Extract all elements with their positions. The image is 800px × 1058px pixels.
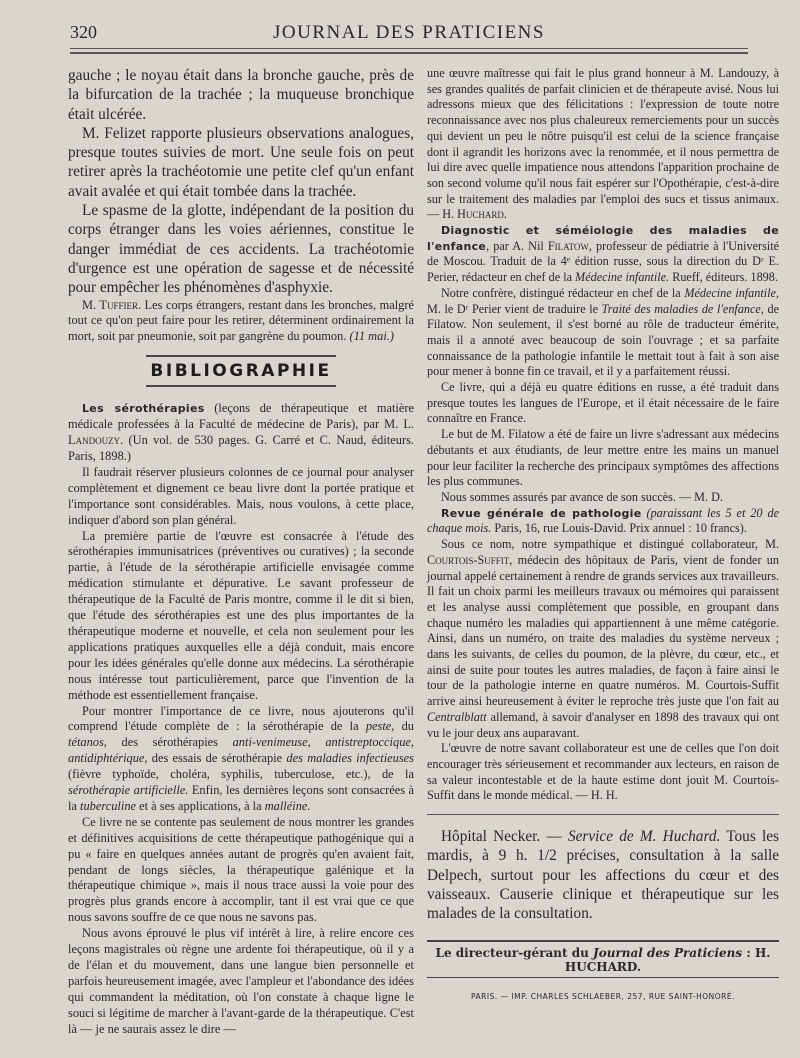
italic-text: Traité des maladies de l'enfance, (601, 301, 764, 316)
left-column (68, 66, 414, 1038)
italic-text: des maladies infectieuses (286, 751, 414, 766)
bibliography-entry (427, 223, 779, 286)
page-number: 320 (70, 22, 97, 42)
text: et à ses applications, à la (136, 798, 265, 813)
printer-imprint: PARIS. — IMP. CHARLES SCHLAEBER, 257, RUE SAINT-HONORÉ. (470, 991, 736, 1001)
italic-text: (paraissant les 5 et 20 de chaque mois. (427, 505, 779, 536)
paragraph (68, 298, 414, 346)
text: Sous ce nom, notre sympathique et distingué collaborateur, M. (441, 537, 779, 552)
entry-title: Revue générale de pathologie (441, 506, 642, 520)
paragraph: gauche ; le noyau était dans la bronche gauche, près de la bifurcation de la trachée ; la muqueuse bronchique était ulcérée. (68, 67, 414, 123)
italic-text: malléine. (264, 798, 311, 813)
header-rule-thin (70, 48, 748, 49)
author-name: Filatow, (547, 238, 592, 253)
bibliography-entry (427, 506, 779, 537)
text: du (394, 719, 414, 734)
paragraph (427, 537, 779, 741)
paragraph: Ce livre ne se contente pas seulement de nous montrer les grandes et définitives acquisitions de cette thérapeutique pathogénique qui a pu « faire en quelques années autant de progrès qu'en avaient fait, pendant de longs siècles, la thérapeutique galénique et la thérapeutique chimique », mais il nous trace aussi la voie pour des progrès plus grands encore à accomplir, tant il est vrai que ce que nous savons souffre de ce que nous ne savons pas. (68, 814, 414, 925)
running-head (70, 22, 748, 46)
text: Notre confrère, distingué rédacteur en chef de la (441, 285, 685, 300)
italic-text: sérothérapie artificielle. (68, 783, 189, 798)
italic-text: Journal des Praticiens (593, 945, 743, 960)
text: professeur de pédiatrie à l'Université de Moscou. Traduit de la 4ᵉ édition russe, sous la direction du Dʳ E. Perier, rédacteur en chef de la (427, 238, 779, 285)
notice-title: Hôpital Necker. — (441, 828, 562, 846)
signature: H. Huchard. (442, 207, 507, 222)
paragraph: Le spasme de la glotte, indépendant de la position du corps étranger dans les voies aériennes, constitue le danger immédiat de ces accidents. La trachéotomie d'urgence est une opération de sagesse et de nécessité pour empêcher les phénomènes d'asphyxie. (68, 202, 414, 297)
text: Enfin, les dernières leçons sont consacrées à la (68, 783, 415, 813)
text: : H. HUCHARD. (564, 945, 771, 974)
italic-text: Centralblatt (427, 709, 487, 724)
paragraph: Ce livre, qui a déjà eu quatre éditions en russe, a été traduit dans presque toutes les langues de l'Europe, et il était nécessaire de le faire connaître en France. (427, 380, 779, 426)
text: Le directeur-gérant du (435, 945, 594, 960)
hospital-notice (427, 827, 779, 923)
italic-text: Médecine infantile. (575, 270, 670, 285)
paragraph: Nous avons éprouvé le plus vif intérêt à lire, à relire encore ces leçons magistrales où règne une ardente foi thérapeutique, où il y a de l'élan et du mouvement, dans une langue bien personnelle et parfois heureusement imagée, avec l'ampleur et l'abondance des idées qui commandent la méditation, où l'on constate à chaque ligne le souci si légitime de marcher à l'avant-garde de la thérapeutique. C'est là — je ne saurais assez le dire — (68, 926, 414, 1036)
text: M. le Dʳ Perier vient de traduire le (427, 301, 602, 316)
section-divider (427, 814, 779, 815)
header-rule-thick (70, 52, 748, 54)
italic-text: anti-venimeuse, antistreptoccique, antidiphtérique, (68, 735, 414, 766)
entry-title: Les sérothérapies (82, 402, 205, 416)
text: (fièvre typhoïde, choléra, syphilis, tuberculose, etc.), de la (68, 767, 414, 782)
paragraph: Nous sommes assurés par avance de son succès. — M. D. (441, 489, 723, 504)
text: une œuvre maîtresse qui fait le plus grand honneur à M. Landouzy, à ses grandes qualités de parfait clinicien et de thérapeute avisé. Nous lui adressons mieux que des félicitations : l'expression de toute notre reconnaissance avec nos plus chaleureux remerciements pour un succès qui devient un peu le nôtre puisqu'il est celui de la science française dont il agrandit les horizons avec la renommée, et il nous permettra de lui dire avec quelle impatience nous attendons l'apparition prochaine de son second volume qu'il nous fait espérer sur l'Opothérapie, c'est-à-dire sur le traitement des maladies par l'emploi des sucs et tissus animaux. — (427, 66, 779, 222)
bibliography-entry (68, 401, 414, 465)
paragraph-text: Les corps étrangers, restant dans les bronches, malgré tout ce qu'on peut faire pour les retirer, déterminent ordinairement la mort, soit par pneumonie, soit par gangrène du poumon. (68, 297, 414, 344)
text: de Filatow. Non seulement, il s'est borné au rôle de traducteur émérite, mais il a annoté avec beaucoup de soin l'ouvrage ; et sa parfaite connaissance de la pathologie infantile le mettait tout à fait à son aise pour mener à bonne fin ce travail, et il y a parfaitement réussi. (427, 301, 779, 379)
text: des sérothérapies (106, 735, 233, 750)
entry-title: Diagnostic et séméiologie des maladies de l'enfance (427, 224, 779, 253)
notice-text: Tous les mardis, à 9 h. 1/2 précises, consultation à la salle Delpech, surtout pour les affections du cœur et des vaisseaux. Causerie clinique et thérapeutique sur les malades de la consultation. (427, 828, 779, 923)
entry-text: (Un vol. de 530 pages. G. Carré et C. Naud, éditeurs. Paris, 1898.) (68, 433, 414, 463)
director-line (427, 940, 779, 978)
text: des essais de sérothérapie (147, 751, 287, 766)
text: allemand, à savoir d'analyser en 1898 des travaux qui ont vu le jour deux ans auparavant. (427, 709, 779, 740)
paragraph: L'œuvre de notre savant collaborateur est une de celles que l'on doit encourager très sérieusement et recommander aux lecteurs, en raison de sa valeur incontestable et de la haute estime dont jouit M. Courtois-Suffit dans le monde médical. — H. H. (427, 741, 779, 803)
text: Pour montrer l'importance de ce livre, nous ajouterons qu'il comprend l'étude complète de : la sérothérapie de la (68, 703, 414, 734)
entry-text: (leçons de thérapeutique et matière médicale professées à la Faculté de médecine de Paris), par M. L. (68, 401, 414, 432)
session-date: (11 mai.) (346, 329, 394, 344)
italic-text: Médecine infantile, (684, 285, 779, 300)
paragraph (427, 66, 779, 223)
paragraph (427, 286, 779, 380)
italic-text: tétanos, (68, 735, 107, 750)
author-name: Courtois-Suffit, (427, 552, 513, 567)
footer-block (427, 940, 779, 1001)
right-column (427, 66, 779, 1001)
paragraph: Il faudrait réserver plusieurs colonnes de ce journal pour analyser complètement et dignement ce beau livre dont la portée pratique et l'importance sont considérables. Mais, nous voulons, à cette place, indiquer d'abord son plan général. (68, 464, 414, 527)
paragraph: M. Felizet rapporte plusieurs observations analogues, presque toutes suivies de mort. Une seule fois on peut retirer après la trachéotomie une petite clef qu'un enfant avait avalée et qui était tombée dans la trachée. (68, 124, 414, 200)
paragraph: Le but de M. Filatow a été de faire un livre s'adressant aux médecins débutants et aux étudiants, de leur mettre entre les mains un manuel pour leur faciliter la recherche des principaux symptômes des affections les plus communes. (427, 427, 779, 489)
text: Paris, 16, rue Louis-David. Prix annuel : 10 francs). (491, 521, 747, 536)
italic-text: Service de M. Huchard. (561, 828, 721, 846)
journal-title: JOURNAL DES PRATICIENS (273, 22, 545, 43)
text: médecin des hôpitaux de Paris, vient de fonder un journal appelé certainement à rendre de grands services aux travailleurs. Il fait un choix parmi les meilleurs travaux ou mémoires qui paraissent et les analyse aussi complètement que possible, en groupant dans chaque numéro les maladies qui appartiennent à une même catégorie. Ainsi, dans un numéro, on traite des maladies du système nerveux ; dans les suivants, de celles du poumon, de la plèvre, du cœur, etc., et ainsi de suite pour toutes les autres maladies, de façon à faire ainsi le tour de la pathologie interne en quatre numéros. M. Courtois-Suffit arrive ainsi heureusement à éviter le reproche très juste que l'on fait au (427, 552, 779, 709)
italic-text: tuberculine (80, 798, 137, 813)
italic-text: peste, (365, 719, 395, 734)
paragraph: La première partie de l'œuvre est consacrée à l'étude des sérothérapies immunisatrices (préventives ou curatives) ; la seconde partie, à l'étude de la sérothérapie artificielle envisagée comme médication stimulante et dépurative. Le savant professeur de thérapeutique de la Faculté de Paris montre, comme il le dit si bien, que l'étude des sérothérapies est une des plus importantes de la thérapeutique moderne et nouvelle, et cela non seulement pour les applications pratiques auxquelles elle a déjà conduit, mais encore pour les idées générales qu'elle donne aux médecins. La sérothérapie nous intéresse tout particulièrement, parce que l'invention de la méthode est essentiellement française. (68, 528, 414, 702)
text: Rueff, éditeurs. 1898. (669, 270, 778, 285)
text: , par A. Nil (486, 238, 548, 253)
author-name: M. Tuffier. (82, 297, 142, 312)
paragraph (68, 704, 414, 815)
section-heading-bibliographie: BIBLIOGRAPHIE (146, 355, 336, 387)
author-name: Landouzy. (68, 433, 124, 448)
